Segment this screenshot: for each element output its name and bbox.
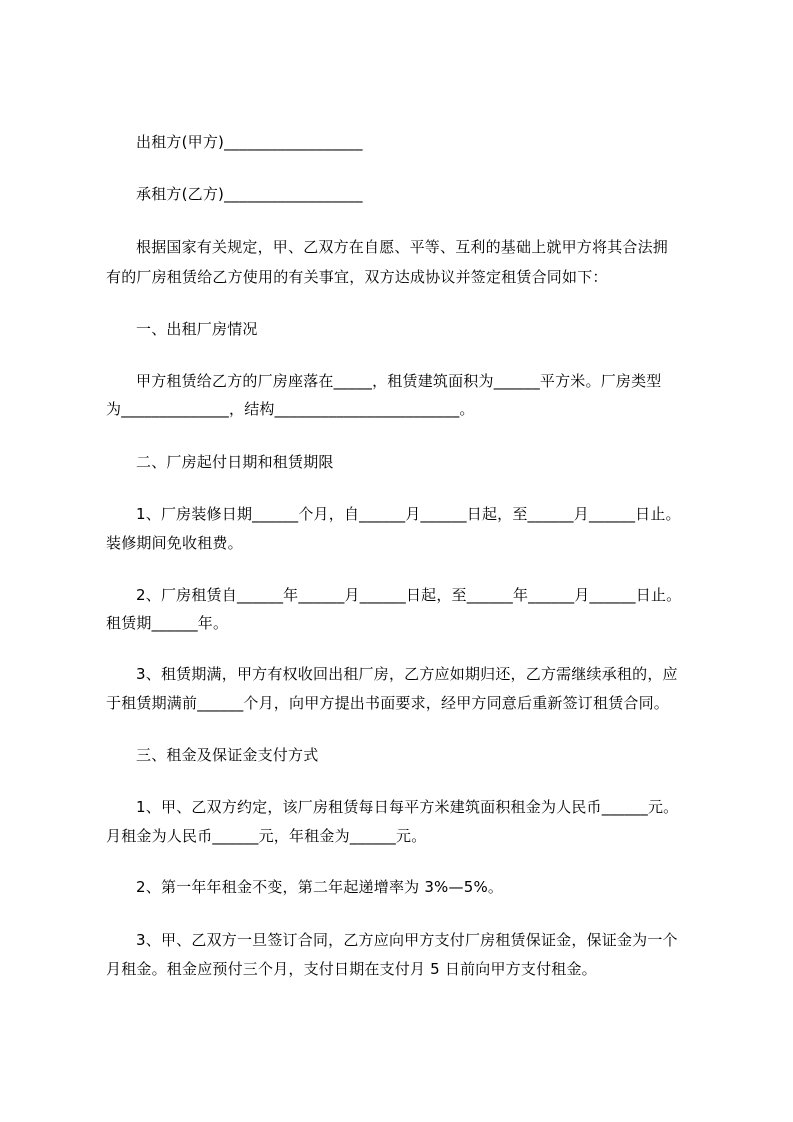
section2-item3-line-2: 于租赁期满前______个月，向甲方提出书面要求，经甲方同意后重新签订租赁合同。 <box>106 694 670 712</box>
section2-item2-line-1: 2、厂房租赁自______年______月______日起，至______年______月______日止。 <box>136 586 682 604</box>
section3-item3-line-2: 月租金。租金应预付三个月，支付日期在支付月 5 日前向甲方支付租金。 <box>106 960 597 978</box>
intro-line-1: 根据国家有关规定，甲、乙双方在自愿、平等、互利的基础上就甲方将其合法拥 <box>136 238 669 256</box>
section1-line-2: 为______________，结构________________________。 <box>106 400 475 418</box>
section3-item1-line-1: 1、甲、乙双方约定，该厂房租赁每日每平方米建筑面积租金为人民币______元。 <box>136 798 679 816</box>
section2-heading: 二、厂房起付日期和租赁期限 <box>136 453 334 471</box>
section3-item3-line-1: 3、甲、乙双方一旦签订合同，乙方应向甲方支付厂房租赁保证金，保证金为一个 <box>136 931 678 949</box>
section1-line-1: 甲方租赁给乙方的厂房座落在_____，租赁建筑面积为______平方米。厂房类型 <box>136 372 662 390</box>
section1-heading: 一、出租厂房情况 <box>136 320 258 338</box>
section2-item3-line-1: 3、租赁期满，甲方有权收回出租厂房，乙方应如期归还，乙方需继续承租的，应 <box>136 665 678 683</box>
lessor-line: 出租方(甲方)__________________ <box>136 133 363 151</box>
section3-item2-line-1: 2、第一年年租金不变，第二年起递增率为 3%—5%。 <box>136 878 504 896</box>
section2-item1-line-1: 1、厂房装修日期______个月，自______月______日起，至______月______日止。 <box>136 505 681 523</box>
intro-line-2: 有的厂房租赁给乙方使用的有关事宜，双方达成协议并签定租赁合同如下： <box>106 268 608 286</box>
lessee-line: 承租方(乙方)__________________ <box>136 185 363 203</box>
section3-item1-line-2: 月租金为人民币______元，年租金为______元。 <box>106 827 427 845</box>
section2-item2-line-2: 租赁期______年。 <box>106 614 229 632</box>
section3-heading: 三、租金及保证金支付方式 <box>136 746 319 764</box>
section2-item1-line-2: 装修期间免收租费。 <box>106 534 243 552</box>
